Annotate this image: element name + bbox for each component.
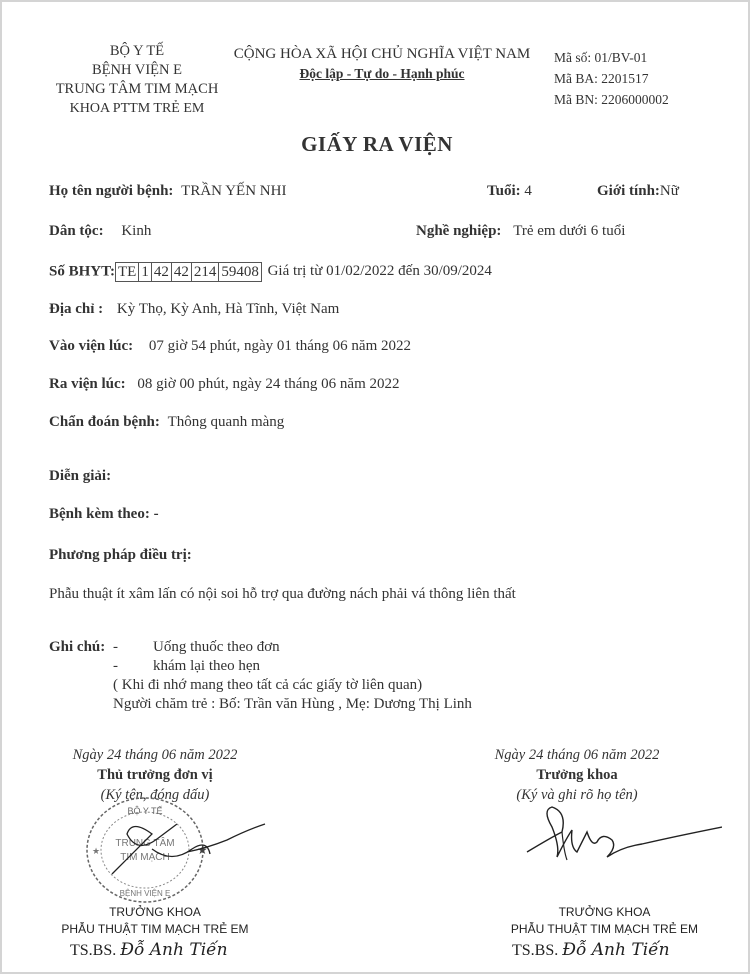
- explanation-label: Diễn giải:: [49, 468, 112, 484]
- doctor-name: Đỗ Anh Tiến: [120, 940, 228, 960]
- diagnosis-row: [49, 414, 284, 431]
- diagnosis-value: Thông quanh màng: [167, 414, 285, 430]
- admission-value: 07 giờ 54 phút, ngày 01 tháng 06 năm 2022: [148, 338, 411, 354]
- document-title: GIẤY RA VIỆN: [301, 132, 453, 156]
- department-title: PHẪU THUẬT TIM MẠCH TRẺ EM: [510, 922, 699, 936]
- caregiver-info: Người chăm trẻ : Bố: Trần văn Hùng , Mẹ: Dương Thị Linh: [113, 696, 472, 712]
- handwritten-signature: [522, 802, 722, 872]
- right-department-caption: [497, 904, 712, 938]
- svg-text:TIM MẠCH: TIM MẠCH: [120, 852, 170, 863]
- signature-date: Ngày 24 tháng 06 năm 2022: [72, 747, 238, 763]
- treatment-label: Phương pháp điều trị:: [49, 547, 192, 563]
- department-head-signature-block: [467, 745, 687, 805]
- national-motto: Độc lập - Tự do - Hạnh phúc: [299, 66, 465, 81]
- record-codes: [554, 47, 669, 110]
- right-doctor-name: [512, 940, 670, 960]
- admission-label: Vào viện lúc:: [49, 338, 134, 354]
- insurance-box: 59408: [218, 262, 262, 282]
- svg-text:★: ★: [92, 846, 101, 856]
- hospital-name: BỆNH VIỆN E: [92, 62, 182, 78]
- doctor-title-prefix: TS.BS.: [512, 942, 559, 959]
- note-item: Uống thuốc theo đơn: [153, 639, 280, 655]
- address-label: Địa chỉ :: [49, 301, 104, 317]
- insurance-label: Số BHYT:: [49, 263, 115, 280]
- patient-code: Mã BN: 2206000002: [554, 92, 669, 107]
- discharge-row: [49, 376, 400, 393]
- department-title: PHẪU THUẬT TIM MẠCH TRẺ EM: [61, 922, 249, 936]
- age-row: [487, 183, 532, 200]
- svg-text:BỆNH VIỆN E: BỆNH VIỆN E: [119, 889, 171, 898]
- left-doctor-name: [70, 940, 228, 960]
- notes-section: [49, 638, 472, 714]
- signer-instruction: (Ký và ghi rõ họ tên): [516, 787, 638, 803]
- department-name: KHOA PTTM TRẺ EM: [69, 101, 205, 116]
- notes-label: Ghi chú:: [49, 639, 106, 655]
- department-role: TRƯỞNG KHOA: [109, 905, 201, 919]
- age-label: Tuổi:: [487, 183, 521, 199]
- discharge-value: 08 giờ 00 phút, ngày 24 tháng 06 năm 2022: [137, 376, 400, 392]
- note-bullet: -: [113, 658, 118, 674]
- insurance-row: [49, 262, 492, 282]
- ethnicity-value: Kinh: [121, 223, 152, 239]
- signature-stroke-left: [187, 812, 267, 862]
- signer-role: Trưởng khoa: [536, 767, 618, 783]
- medical-record-code: Mã BA: 2201517: [554, 71, 649, 86]
- occupation-value: Trẻ em dưới 6 tuổi: [513, 223, 626, 239]
- signer-instruction: (Ký tên, đóng dấu): [100, 787, 210, 803]
- issuing-organization: [42, 42, 232, 118]
- treatment-label-row: [49, 547, 192, 564]
- patient-name: TRẦN YẾN NHI: [181, 183, 287, 199]
- ethnicity-label: Dân tộc:: [49, 223, 104, 239]
- note-bullet: -: [113, 639, 118, 655]
- department-role: TRƯỞNG KHOA: [558, 905, 651, 919]
- treatment-description: Phẫu thuật ít xâm lấn có nội soi hỗ trợ qua đường nách phải vá thông liên thất: [49, 586, 516, 602]
- insurance-box: 42: [151, 262, 171, 282]
- doctor-name: Đỗ Anh Tiến: [562, 940, 670, 960]
- occupation-row: [416, 223, 625, 240]
- admission-row: [49, 338, 411, 355]
- insurance-box: 1: [138, 262, 151, 282]
- insurance-box: 42: [171, 262, 191, 282]
- diagnosis-label: Chẩn đoán bệnh:: [49, 414, 160, 430]
- national-header: [212, 44, 552, 84]
- gender-value: Nữ: [659, 183, 679, 199]
- gender-label: Giới tính:: [597, 183, 660, 199]
- comorbidity-row: [49, 506, 159, 523]
- svg-text:BỘ Y TẾ: BỘ Y TẾ: [127, 806, 163, 816]
- patient-name-row: [49, 183, 286, 200]
- svg-text:★: ★: [197, 843, 208, 857]
- doctor-title-prefix: TS.BS.: [70, 942, 117, 959]
- insurance-number: [115, 262, 262, 282]
- insurance-validity: Giá trị từ 01/02/2022 đến 30/09/2024: [267, 263, 492, 280]
- ministry-name: BỘ Y TẾ: [109, 43, 165, 59]
- insurance-box: TE: [115, 262, 138, 282]
- center-name: TRUNG TÂM TIM MẠCH: [55, 81, 219, 97]
- signature-date: Ngày 24 tháng 06 năm 2022: [494, 747, 660, 763]
- insurance-box: 214: [191, 262, 219, 282]
- age-value: 4: [524, 183, 532, 199]
- national-title: CỘNG HÒA XÃ HỘI CHỦ NGHĨA VIỆT NAM: [233, 46, 531, 62]
- ethnicity-row: [49, 223, 151, 240]
- comorbidity-label: Bệnh kèm theo: -: [49, 506, 159, 522]
- note-item: khám lại theo hẹn: [153, 658, 261, 674]
- explanation-row: [49, 468, 111, 485]
- signer-role: Thủ trưởng đơn vị: [97, 767, 213, 783]
- discharge-label: Ra viện lúc:: [49, 376, 126, 392]
- left-department-caption: [50, 904, 260, 938]
- svg-text:TRUNG TÂM: TRUNG TÂM: [115, 838, 175, 849]
- reminder-note: ( Khi đi nhớ mang theo tất cả các giấy tờ liên quan): [113, 677, 423, 693]
- occupation-label: Nghề nghiệp:: [416, 223, 502, 239]
- gender-row: [597, 183, 679, 200]
- form-code: Mã số: 01/BV-01: [554, 50, 648, 65]
- patient-name-label: Họ tên người bệnh:: [49, 183, 174, 199]
- address-row: [49, 301, 339, 318]
- address-value: Kỳ Thọ, Kỳ Anh, Hà Tĩnh, Việt Nam: [116, 301, 340, 317]
